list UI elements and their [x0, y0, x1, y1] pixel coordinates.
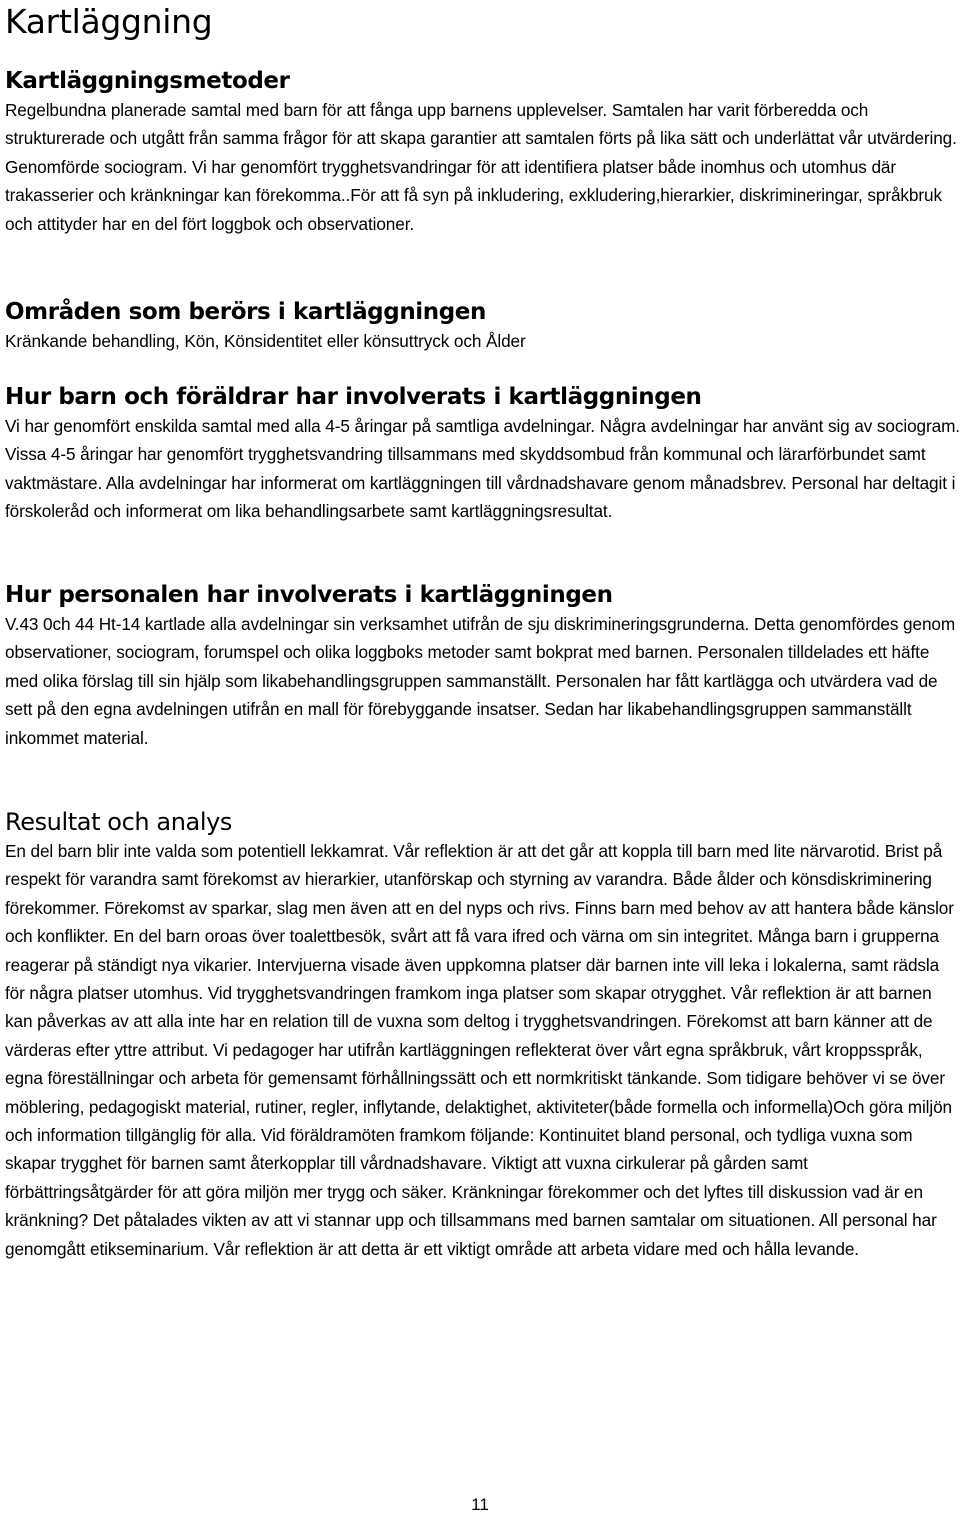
page-title: Kartläggning — [5, 2, 213, 41]
section-body: V.43 0ch 44 Ht-14 kartlade alla avdelningar sin verksamhet utifrån de sju diskrimineringsgrunderna. Detta genomfördes genom observationer, sociogram, forumspel och olika loggboks metoder samt bokprat med barnen. Personalen tilldelades ett häfte med olika förslag till sin hjälp som likabehandlingsgruppen sammanställt. Personalen har fått kartlägga och utvärdera vad de sett på den egna avdelningen utifrån en mall för förebyggande insatser. Sedan har likabehandlingsgruppen sammanställt inkommet material. — [5, 614, 956, 748]
section-heading: Hur personalen har involverats i kartläggningen — [5, 582, 613, 608]
section-kartlaggningsmetoder — [5, 66, 960, 238]
section-body: Vi har genomfört enskilda samtal med alla 4-5 åringar på samtliga avdelningar. Några avdelningar har använt sig av sociogram. Vissa 4-5 åringar har genomfört trygghetsvandring tillsammans med skyddsombud från kommunal och lärarförbundet samt vaktmästare. Alla avdelningar har informerat om kartläggningen till vårdnadshavare genom månadsbrev. Personal har deltagit i förskoleråd och informerat om lika behandlingsarbete samt kartläggningsresultat. — [5, 416, 960, 522]
section-omraden — [5, 297, 960, 355]
section-barn-foraldrar — [5, 382, 960, 526]
section-heading: Hur barn och föräldrar har involverats i kartläggningen — [5, 384, 702, 410]
section-heading: Kartläggningsmetoder — [5, 68, 290, 94]
section-body: Regelbundna planerade samtal med barn för att fånga upp barnens upplevelser. Samtalen har varit förberedda och strukturerade och utgått från samma frågor för att skapa garantier att samtalen förts på lika sätt och underlättat vår utvärdering. Genomförde sociogram. Vi har genomfört trygghetsvandringar för att identifiera platser både inomhus och utomhus där trakasserier och kränkningar kan förekomma..För att få syn på inkludering, exkludering,hierarkier, diskrimineringar, språkbruk och attityder har en del fört loggbok och observationer. — [5, 100, 957, 234]
section-heading: Resultat och analys — [5, 808, 233, 836]
section-personal — [5, 580, 960, 752]
page-number: 11 — [471, 1495, 489, 1514]
section-body: En del barn blir inte valda som potentiell lekkamrat. Vår reflektion är att det går att koppla till barn med lite närvarotid. Brist på respekt för varandra samt förekomst av hierarkier, utanförskap och styrning av varandra. Både ålder och könsdiskriminering förekommer. Förekomst av sparkar, slag men även att en del nyps och rivs. Finns barn med behov av att hantera både känslor och konflikter. En del barn oroas över toalettbesök, svårt att få vara ifred och värna om sin integritet. Många barn i grupperna reagerar på ständigt nya vikarier. Intervjuerna visade även uppkomna platser där barnen inte vill leka i lokalerna, samt rädsla för några platser utomhus. Vid trygghetsvandringen framkom inga platser som skapar otrygghet. Vår reflektion är att barnen kan påverkas av att alla inte har en relation till de vuxna som deltog i trygghetsvandringen. Förekomst att barn känner att de värderas efter yttre attribut. Vi pedagoger har utifrån kartläggningen reflekterat över vårt egna språkbruk, vårt kroppsspråk, egna föreställningar och arbeta för gemensamt förhållningssätt och ett normkritiskt tänkande. Som tidigare behöver vi se över möblering, pedagogiskt material, rutiner, regler, inflytande, delaktighet, aktiviteter(både formella och informella)Och göra miljön och information tillgänglig för alla. Vid föräldramöten framkom följande: Kontinuitet bland personal, och tydliga vuxna som skapar trygghet för barnen samt återkopplar till vårdnadshavare. Viktigt att vuxna cirkulerar på gården samt förbättringsåtgärder för att göra miljön mer trygg och säker. Kränkningar förekommer och det lyftes till diskussion vad är en kränkning? Det påtalades vikten av att vi stannar upp och tillsammans med barnen samtalar om situationen. All personal har genomgått etikseminarium. Vår reflektion är att detta är ett viktigt område att arbeta vidare med och hålla levande. — [5, 841, 954, 1259]
section-resultat — [5, 807, 960, 1263]
section-heading: Områden som berörs i kartläggningen — [5, 299, 486, 325]
section-body: Kränkande behandling, Kön, Könsidentitet eller könsuttryck och Ålder — [5, 331, 526, 351]
